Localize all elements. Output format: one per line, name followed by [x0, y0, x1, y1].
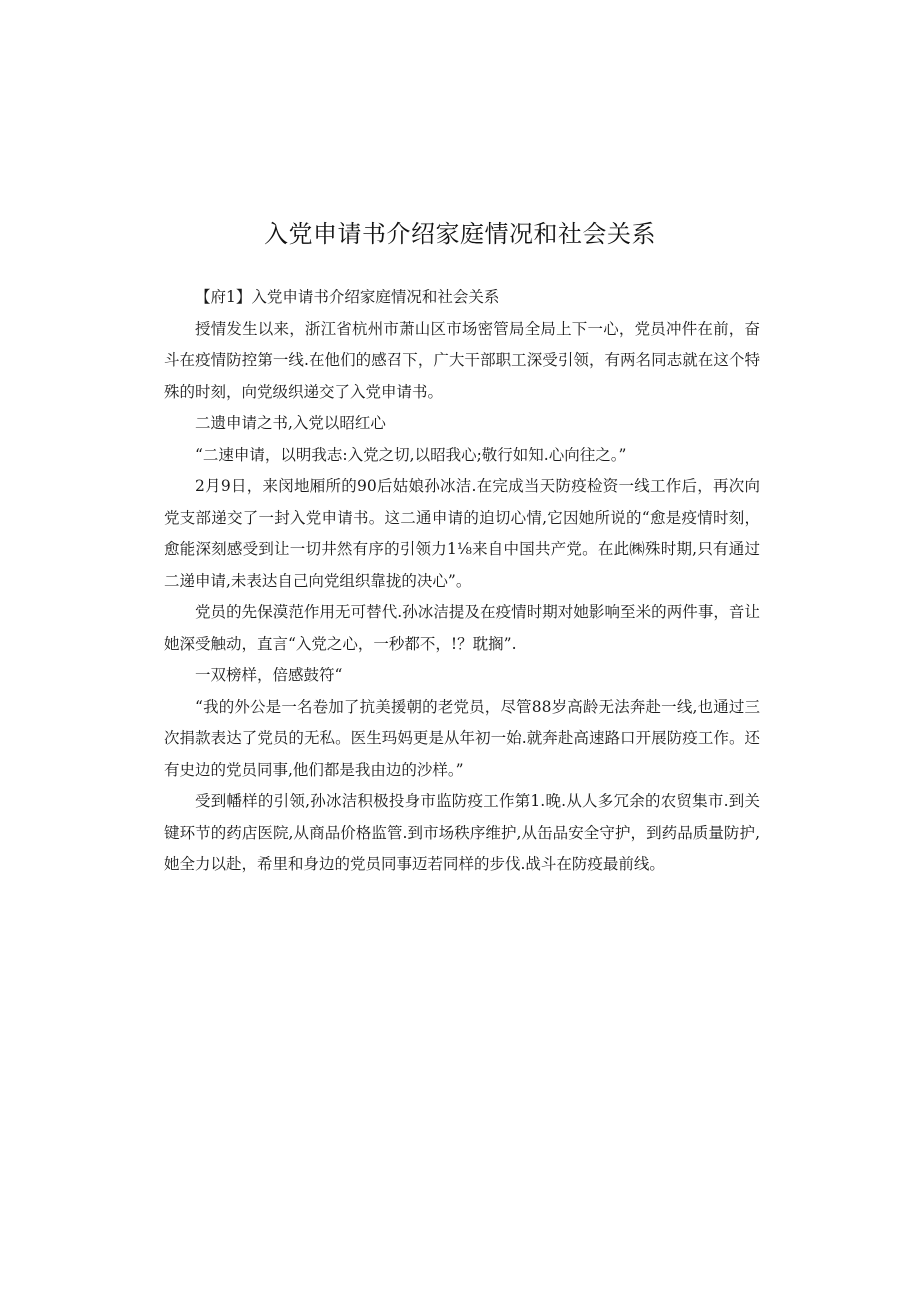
paragraph-heading: 【府1】入党申请书介绍家庭情况和社会关系 [195, 288, 500, 306]
paragraph-feb9: 2月9日，来闵地厢所的90后姑娘孙冰洁.在完成当天防疫检资一线工作后，再次向党支部递交了一封入党申请书。这二通申请的迫切心情,它因她所说的“愈是疫情时刻，愈能深刻感受到让一切井然有序的引领力1⅛来自中国共产党。在此㈱殊时期,只有通过二递申请,未表达自己向党组织靠拢的决心”。 [164, 477, 760, 590]
paragraph-role-model: 党员的先保漠范作用无可替代.孙冰洁提及在疫情时期对她影响至米的两件事，音让她深受触动，直言“入党之心，一秒都不，!？耽搁”. [164, 603, 760, 653]
document-title: 入党申请书介绍家庭情况和社会关系 [264, 220, 656, 248]
section-heading-examples: 一双榜样，倍感鼓符“ [195, 666, 343, 684]
document-body [164, 282, 760, 881]
paragraph-quote: “二速申请，以明我志:入党之切,以昭我心;敬行如知.心向往之。” [195, 445, 627, 464]
paragraph-frontline: 受到幡样的引领,孙冰洁积极投身市监防疫工作第1.晚.从人多冗余的农贸集市.到关键环节的药店医院,从商品价格监管.到市场秩序维护,从缶品安全守护，到药品质量防护,她全力以赴，希里和身边的党员同事迈若同样的步伐.战斗在防疫最前线。 [164, 792, 760, 873]
paragraph-intro: 授情发生以来，浙江省杭州市萧山区市场密管局全局上下一心，党员冲件在前，奋斗在疫情防控第一线.在他们的感召下，广大干部职工深受引领，有两名同志就在这个特殊的时刻，向党级织递交了入党申请书。 [164, 319, 760, 401]
section-heading-application: 二遗申请之书,入党以昭红心 [195, 414, 386, 432]
paragraph-grandfather-quote: “我的外公是一名卷加了抗美援朝的老党员，尽管88岁高龄无法奔赴一线,也通过三次捐款表达了党员的无私。医生玛妈更是从年初一始.就奔赴高速路口开展防疫工作。还有史边的党员同事,他们都是我由边的沙样。” [164, 697, 760, 779]
